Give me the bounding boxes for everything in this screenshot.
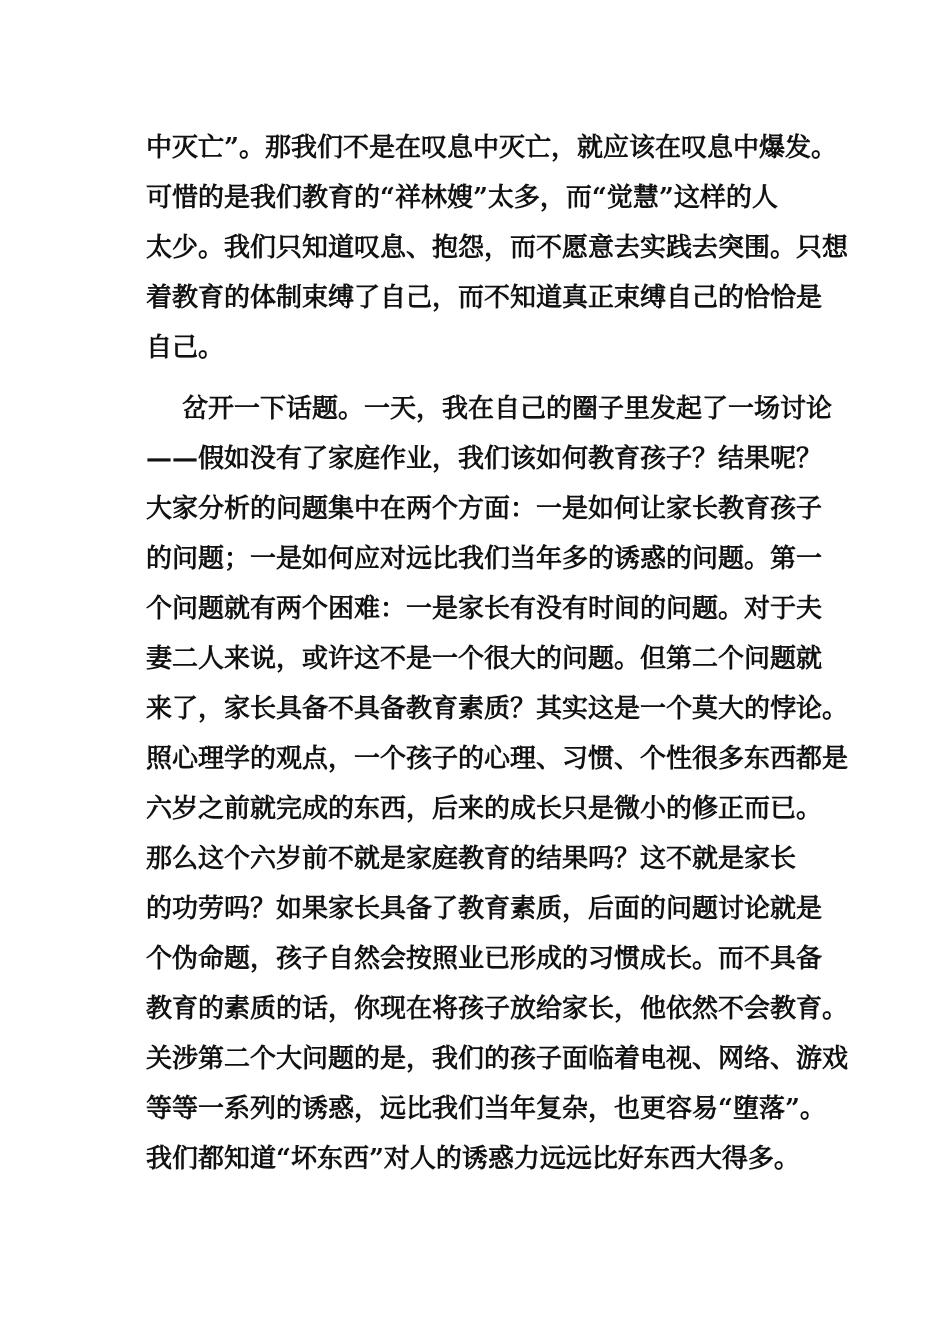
text-line: 妻二人来说，或许这不是一个很大的问题。但第二个问题就	[146, 644, 823, 674]
text-line: 中灭亡”。那我们不是在叹息中灭亡，就应该在叹息中爆发。	[146, 133, 837, 163]
text-line: 的功劳吗？如果家长具备了教育素质，后面的问题讨论就是	[146, 894, 823, 924]
text-line: 可惜的是我们教育的“祥林嫂”太多，而“觉慧”这样的人	[146, 183, 778, 213]
text-line: 来了，家长具备不具备教育素质？其实这是一个莫大的悖论。	[146, 694, 849, 724]
text-line: 自己。	[146, 333, 225, 363]
text-line: 教育的素质的话，你现在将孩子放给家长，他依然不会教育。	[146, 994, 849, 1024]
text-line: ——假如没有了家庭作业，我们该如何教育孩子？结果呢？	[146, 444, 823, 474]
text-line: 岔开一下话题。一天，我在自己的圈子里发起了一场讨论	[182, 394, 833, 424]
text-line: 我们都知道“坏东西”对人的诱惑力远远比好东西大得多。	[146, 1144, 800, 1174]
text-line: 着教育的体制束缚了自己，而不知道真正束缚自己的恰恰是	[146, 283, 823, 313]
text-line: 太少。我们只知道叹息、抱怨，而不愿意去实践去突围。只想	[146, 233, 849, 263]
text-line: 个问题就有两个困难：一是家长有没有时间的问题。对于夫	[146, 594, 823, 624]
text-line: 那么这个六岁前不就是家庭教育的结果吗？这不就是家长	[146, 844, 797, 874]
text-line: 等等一系列的诱惑，远比我们当年复杂，也更容易“堕落”。	[146, 1094, 826, 1124]
text-line: 六岁之前就完成的东西，后来的成长只是微小的修正而已。	[146, 794, 823, 824]
text-line: 大家分析的问题集中在两个方面：一是如何让家长教育孩子	[146, 494, 823, 524]
text-line: 照心理学的观点，一个孩子的心理、习惯、个性很多东西都是	[146, 744, 849, 774]
text-line: 的问题；一是如何应对远比我们当年多的诱惑的问题。第一	[146, 544, 823, 574]
text-line: 个伪命题，孩子自然会按照业已形成的习惯成长。而不具备	[146, 944, 823, 974]
text-line: 关涉第二个大问题的是，我们的孩子面临着电视、网络、游戏	[146, 1044, 849, 1074]
